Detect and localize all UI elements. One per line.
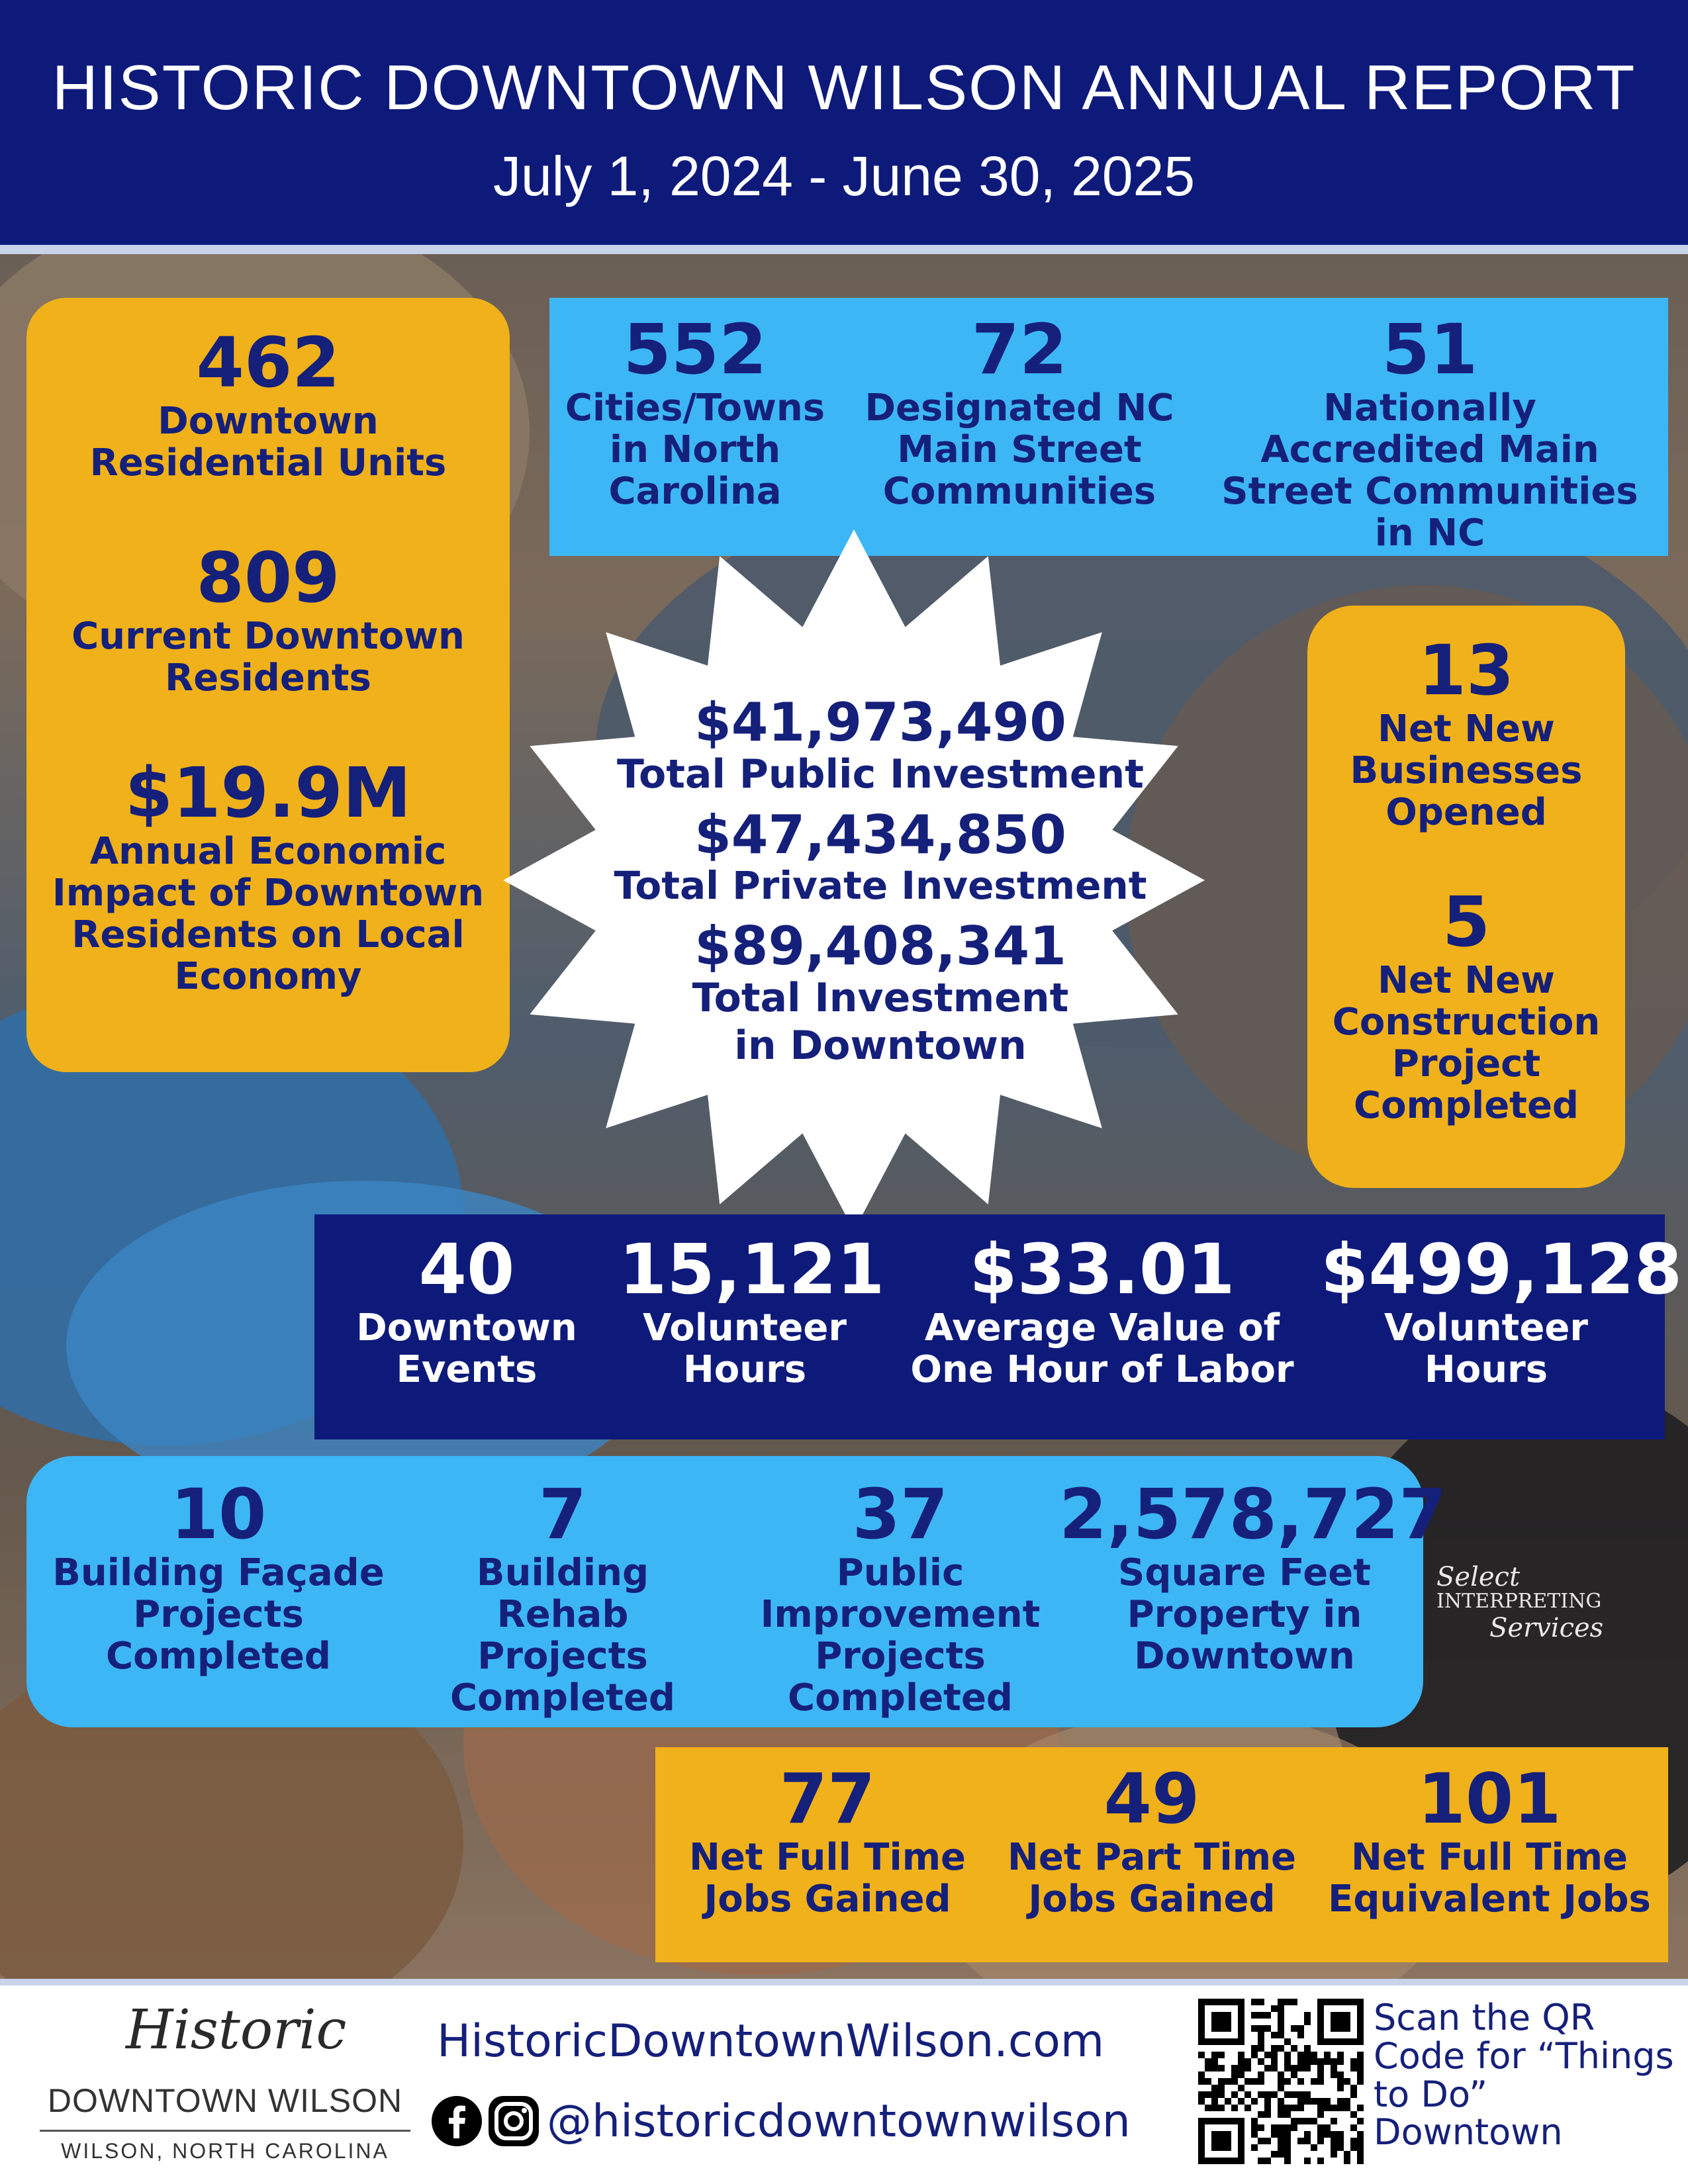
stat-cities-towns: 552 Cities/Towns in North Carolina	[565, 309, 825, 513]
stat-square-feet: 2,578,727 Square Feet Property in Downtown	[1059, 1474, 1447, 1678]
stat-full-time-jobs: 77 Net Full Time Jobs Gained	[688, 1758, 966, 1921]
stat-economic-impact: $19.9M Annual Economic Impact of Downtown Residents on Local Economy	[52, 752, 485, 998]
facebook-icon[interactable]	[430, 2095, 483, 2148]
qr-caption: Scan the QR Code for “Things to Do” Downtown	[1374, 1997, 1674, 2154]
logo-subtext: WILSON, NORTH CAROLINA	[61, 2139, 389, 2163]
stat-designated-communities: 72 Designated NC Main Street Communities	[865, 309, 1174, 513]
header-divider	[0, 245, 1688, 254]
instagram-icon[interactable]	[487, 2095, 540, 2148]
projects-box	[26, 1456, 1447, 1727]
social-handle-link[interactable]: @historicdowntownwilson	[547, 2095, 1131, 2148]
stat-downtown-residents: 809 Current Downtown Residents	[71, 537, 465, 700]
stat-rehab-projects: 7 Building Rehab Projects Completed	[449, 1474, 676, 1719]
qr-code[interactable]	[1198, 1999, 1364, 2164]
stat-residential-units: 462 Downtown Residential Units	[89, 322, 447, 485]
stat-new-businesses: 13 Net New Businesses Opened	[1350, 630, 1583, 834]
footer-divider	[0, 1979, 1688, 1985]
stat-downtown-events: 40 Downtown Events	[356, 1229, 577, 1392]
logo-rule	[40, 2130, 410, 2132]
logo-main-text: DOWNTOWN WILSON	[47, 2082, 403, 2119]
stat-volunteer-value: $499,128 Volunteer Hours	[1321, 1229, 1683, 1392]
stat-construction-projects: 5 Net New Construction Project Completed	[1332, 882, 1601, 1127]
investment-stats	[530, 692, 1231, 1069]
report-title: HISTORIC DOWNTOWN WILSON ANNUAL REPORT	[52, 52, 1636, 123]
website-link[interactable]: HistoricDowntownWilson.com	[437, 2015, 1105, 2068]
stat-volunteer-hours: 15,121 Volunteer Hours	[619, 1229, 885, 1392]
businesses-box	[1307, 606, 1625, 1188]
stat-part-time-jobs: 49 Net Part Time Jobs Gained	[1007, 1758, 1297, 1921]
residents-box	[26, 298, 510, 1072]
stat-public-improvement: 37 Public Improvement Projects Completed	[760, 1474, 1041, 1719]
downtown-wilson-logo	[26, 1992, 424, 2171]
stat-equivalent-jobs: 101 Net Full Time Equivalent Jobs	[1328, 1758, 1651, 1921]
stat-accredited-communities: 51 Nationally Accredited Main Street Communities in NC	[1221, 309, 1638, 555]
stat-private-investment: $47,434,850 Total Private Investment	[614, 804, 1147, 908]
stat-labor-value: $33.01 Average Value of One Hour of Labor	[910, 1229, 1294, 1392]
shirt-logo: Select INTERPRETING Services	[1436, 1562, 1604, 1643]
report-dates: July 1, 2024 - June 30, 2025	[492, 145, 1196, 207]
social-row	[430, 2091, 1131, 2151]
stat-total-investment: $89,408,341 Total Investment in Downtown	[692, 915, 1069, 1069]
volunteer-box	[314, 1214, 1683, 1439]
stat-facade-projects: 10 Building Façade Projects Completed	[52, 1474, 385, 1678]
jobs-box	[655, 1747, 1668, 1962]
logo-script: Historic	[126, 1999, 347, 2062]
stat-public-investment: $41,973,490 Total Public Investment	[617, 692, 1144, 797]
